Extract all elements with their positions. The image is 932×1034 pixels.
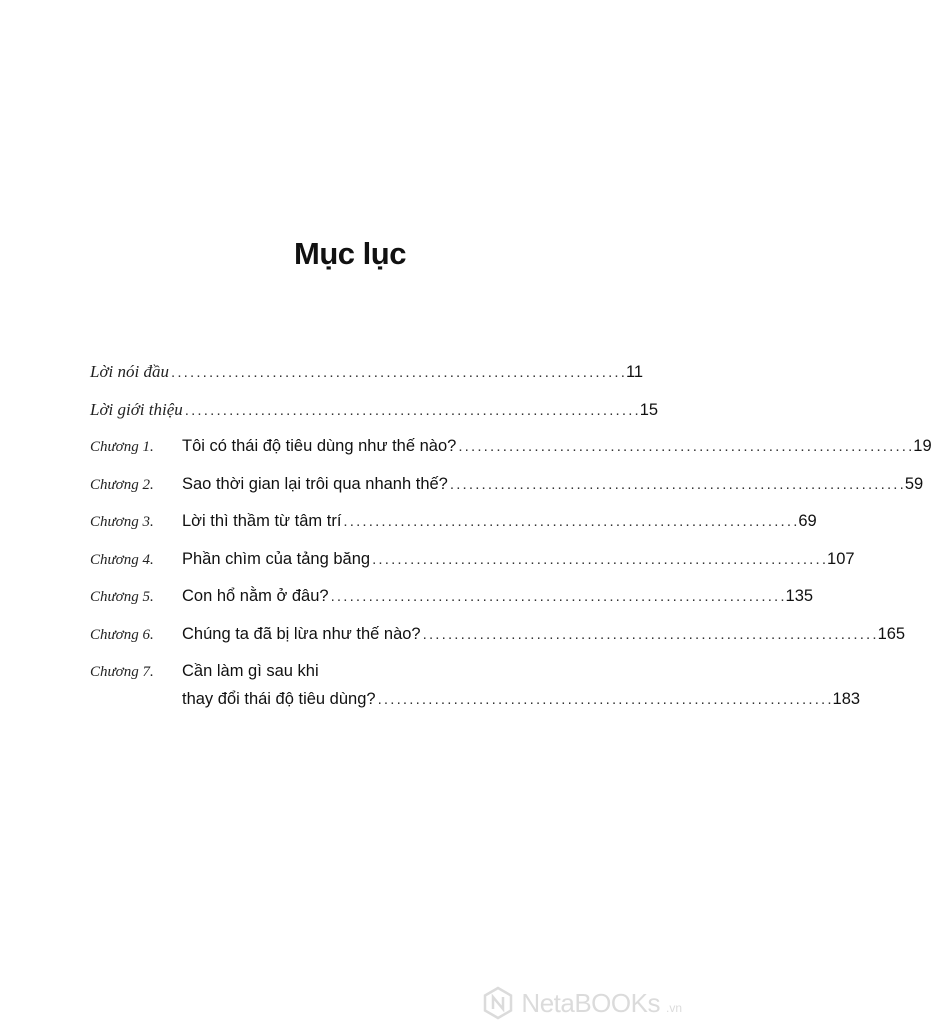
toc-page-number: 15 bbox=[639, 400, 659, 419]
leader-dots bbox=[423, 626, 876, 643]
page-title: Mục lục bbox=[294, 236, 406, 271]
toc-row-chapter-1 bbox=[90, 437, 932, 475]
netabooks-logo-icon bbox=[481, 986, 515, 1020]
leader-dots bbox=[372, 551, 825, 568]
watermark-text: NetaBOOKs bbox=[521, 987, 660, 1018]
chapter-title: Phần chìm của tảng băng bbox=[182, 549, 371, 568]
leader-dots bbox=[171, 364, 624, 381]
chapter-number: Chương 6. bbox=[90, 626, 154, 643]
toc-page-number: 107 bbox=[827, 549, 855, 568]
chapter-number: Chương 5. bbox=[90, 589, 154, 605]
toc-row-introduction bbox=[90, 399, 659, 438]
chapter-number: Chương 4. bbox=[90, 551, 154, 568]
toc-row-chapter-3 bbox=[90, 512, 817, 550]
chapter-title-block bbox=[182, 662, 860, 709]
toc-page-number: 183 bbox=[832, 690, 861, 708]
leader-dots bbox=[450, 476, 903, 493]
chapter-number: Chương 2. bbox=[90, 476, 154, 493]
toc-page-number: 135 bbox=[785, 587, 814, 605]
toc-row-chapter-5 bbox=[90, 587, 814, 625]
leader-dots bbox=[458, 438, 911, 455]
chapter-number: Chương 1. bbox=[90, 439, 154, 455]
watermark bbox=[481, 986, 682, 1020]
toc-page-number: 11 bbox=[625, 363, 644, 381]
toc-row-chapter-7 bbox=[90, 662, 861, 736]
chapter-number: Chương 3. bbox=[90, 514, 154, 530]
chapter-title-line-2: thay đổi thái độ tiêu dùng? bbox=[182, 690, 376, 708]
toc-label: Lời nói đầu bbox=[90, 362, 169, 381]
chapter-title: Lời thì thầm từ tâm trí bbox=[182, 512, 342, 530]
chapter-title-line-2-row bbox=[182, 690, 860, 709]
chapter-title: Chúng ta đã bị lừa như thế nào? bbox=[182, 624, 421, 643]
leader-dots bbox=[185, 402, 638, 419]
chapter-number: Chương 7. bbox=[90, 664, 154, 680]
leader-dots bbox=[343, 513, 796, 530]
chapter-title: Con hổ nằm ở đâu? bbox=[182, 587, 329, 605]
toc-page-number: 19 bbox=[913, 437, 932, 455]
toc-row-chapter-4 bbox=[90, 549, 855, 588]
watermark-suffix: .vn bbox=[665, 1001, 682, 1015]
leader-dots bbox=[378, 691, 831, 708]
chapter-title: Sao thời gian lại trôi qua nhanh thế? bbox=[182, 474, 448, 493]
toc-row-preface bbox=[90, 362, 644, 400]
table-of-contents bbox=[90, 362, 932, 736]
toc-row-chapter-2 bbox=[90, 474, 924, 513]
toc-page-number: 69 bbox=[798, 512, 817, 530]
leader-dots bbox=[331, 588, 784, 605]
toc-row-chapter-6 bbox=[90, 624, 906, 663]
toc-page-number: 165 bbox=[877, 624, 906, 643]
toc-label: Lời giới thiệu bbox=[90, 399, 183, 419]
chapter-title-line-1: Cần làm gì sau khi bbox=[182, 662, 319, 680]
toc-page-number: 59 bbox=[904, 474, 924, 493]
chapter-title: Tôi có thái độ tiêu dùng như thế nào? bbox=[182, 437, 457, 455]
